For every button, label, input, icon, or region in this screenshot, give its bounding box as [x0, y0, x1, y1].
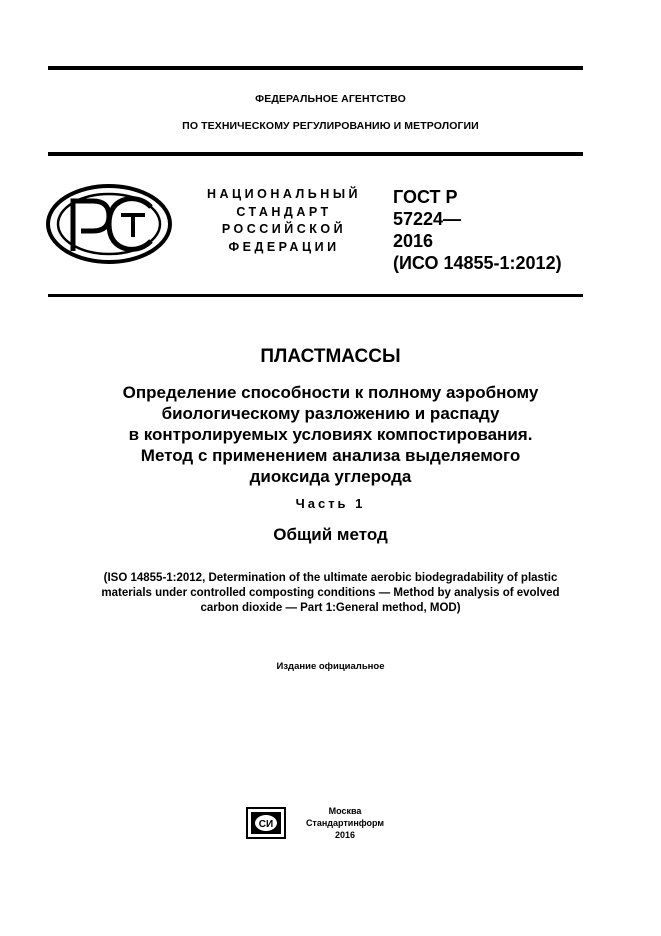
gost-line-4: (ИСО 14855-1:2012) [393, 253, 562, 273]
page-title: ПЛАСТМАССЫ [260, 346, 401, 367]
label-line: СТАНДАРТ [236, 204, 332, 219]
national-standard-label [196, 186, 372, 256]
label-line: РОССИЙСКОЙ [221, 222, 347, 236]
standard-block-rule [48, 294, 583, 297]
subtitle-line: в контролируемых условиях компостирования. [128, 425, 533, 444]
publisher-info [290, 805, 400, 841]
subtitle-line: Определение способности к полному аэробному [122, 383, 539, 402]
gost-line-1: ГОСТ Р [393, 187, 458, 207]
publisher-name: Стандартинформ [305, 818, 385, 828]
label-line: ФЕДЕРАЦИИ [228, 239, 340, 254]
iso-line: carbon dioxide — Part 1:General method, MOD) [200, 602, 461, 614]
subtitle-line: биологическому разложению и распаду [161, 404, 500, 423]
label-line: НАЦИОНАЛЬНЫЙ [206, 187, 362, 201]
svg-text:СИ: СИ [258, 819, 274, 830]
agency-line-2: ПО ТЕХНИЧЕСКОМУ РЕГУЛИРОВАНИЮ И МЕТРОЛОГИИ [182, 120, 479, 132]
part-label: Часть 1 [295, 496, 366, 511]
header-rule [48, 152, 583, 156]
subtitle-line: диоксида углерода [249, 467, 412, 486]
top-rule [48, 66, 583, 70]
gost-line-3: 2016 [393, 231, 434, 251]
gost-logo-icon [45, 183, 173, 265]
iso-line: materials under controlled composting conditions — Method by analysis of evolved [101, 587, 560, 599]
publisher-city: Москва [328, 806, 362, 816]
gost-line-2: 57224— [393, 209, 462, 229]
iso-line: (ISO 14855-1:2012, Determination of the ultimate aerobic biodegradability of plastic [103, 572, 558, 584]
agency-line-1: ФЕДЕРАЛЬНОЕ АГЕНТСТВО [255, 93, 406, 105]
publisher-year: 2016 [334, 830, 356, 840]
subtitle [0, 382, 661, 487]
method-title: Общий метод [273, 525, 388, 544]
subtitle-line: Метод с применением анализа выделяемого [140, 446, 521, 465]
publisher-logo-icon [246, 807, 286, 839]
iso-reference [0, 571, 661, 616]
edition-label: Издание официальное [276, 661, 385, 672]
gost-number [393, 186, 593, 274]
